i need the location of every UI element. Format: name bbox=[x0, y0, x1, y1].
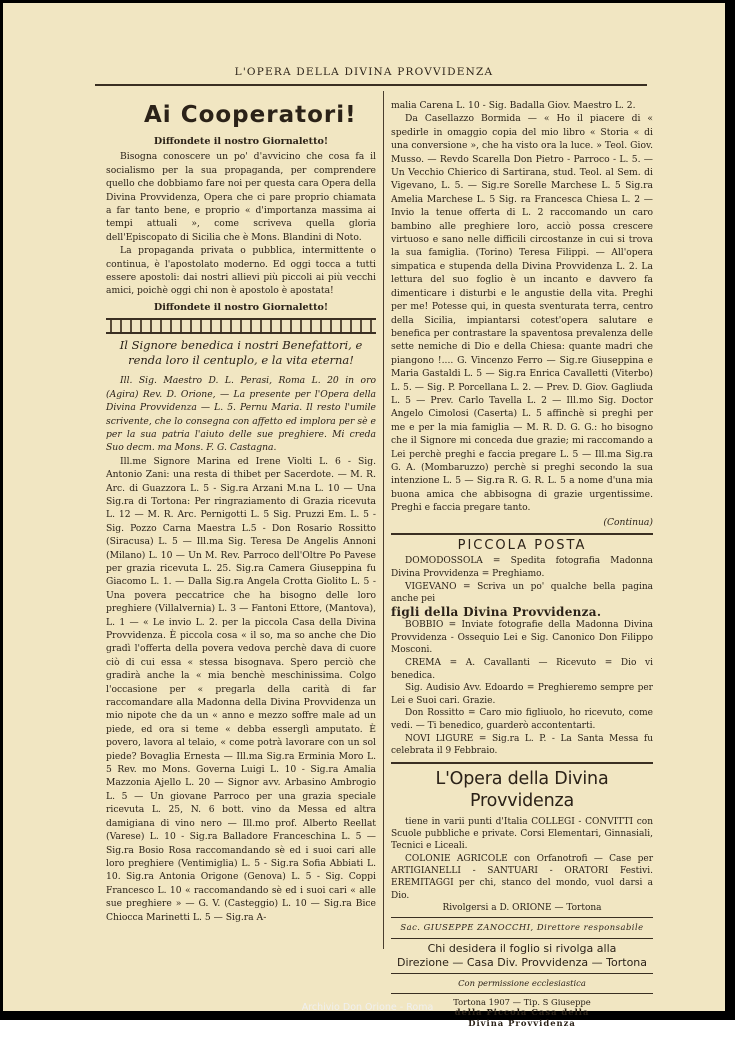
posta-entry: NOVI LIGURE = Sig.ra L. P. - La Santa Messa fu celebrata il 9 Febbraio. bbox=[391, 733, 653, 757]
archive-caption: Archivio Don Orione - Roma bbox=[301, 1002, 434, 1013]
subheading-diffondete: Diffondete il nostro Giornaletto! bbox=[153, 136, 329, 147]
printer-name: Divina Provvidenza bbox=[468, 1017, 576, 1028]
printer-name: della Piccola Casa della bbox=[454, 1007, 590, 1018]
section-rule bbox=[391, 973, 653, 974]
paragraph: La propaganda privata o pubblica, intermittente o continua, è l'apostolato moderno. Ed oggi tocca a tutti essere apostoli: dai nostri allievi più piccoli ai più vecchi amici, poichè oggi chi non è apostolo è apostata! bbox=[106, 245, 376, 297]
section-rule bbox=[391, 762, 653, 764]
section-rule bbox=[391, 917, 653, 918]
running-header: L'OPERA DELLA DIVINA PROVVIDENZA bbox=[234, 66, 494, 78]
donor-letter: Ill. Sig. Maestro D. L. Perasi, Roma L. 20 in oro (Agira) Rev. D. Orione, — La presente per l'Opera della Divina Provvidenza — L. 5. Pernu Maria. Il resto l'umile scrivente, che lo consegna con affetto ed implora per sè e per la sua patria l'aiuto delle sue preghiere. Mi creda Suo decm. ma Mons. F. G. Castagna. bbox=[106, 375, 376, 454]
posta-section bbox=[391, 555, 653, 757]
posta-entry: Don Rossitto = Caro mio figliuolo, ho ricevuto, come vedi. — Ti benedico, guarderò accontentarti. bbox=[391, 708, 653, 731]
right-column bbox=[391, 99, 653, 1028]
subheading-diffondete: Diffondete il nostro Giornaletto! bbox=[153, 301, 329, 313]
ornamental-border bbox=[106, 318, 376, 334]
subscription-address: Direzione — Casa Div. Provvidenza — Tortona bbox=[396, 955, 648, 969]
donor-list-continued: malia Carena L. 10 - Sig. Badalla Giov. Maestro L. 2. bbox=[391, 100, 636, 111]
column-rule bbox=[383, 91, 384, 949]
left-column bbox=[106, 101, 376, 924]
section-rule bbox=[391, 938, 653, 939]
posta-title: PICCOLA POSTA bbox=[457, 538, 587, 553]
posta-entry: VIGEVANO = Scriva un po' qualche bella pagina anche pei bbox=[391, 581, 653, 605]
subscription-line: Chi desidera il foglio si rivolga alla bbox=[427, 941, 617, 955]
opera-advertisement bbox=[391, 816, 653, 914]
paragraph: Bisogna conoscere un po' d'avvicino che cosa fa il socialismo per la sua propaganda, per comprendere quello che dobbiamo fare noi per questa cara Opera della Divina Provvidenza, Opera che ci pare proprio chiamata a far tanto bene, e proprio « d'importanza massima ai tempi attuali », come scriveva quella gloria dell'Episcopato di Sicilia che è Mons. Blandini di Noto. bbox=[106, 151, 376, 243]
donor-list: Da Casellazzo Bormida — « Ho il piacere di « spedirle in omaggio copia del mio libro « Storia « di una conversione », che ha visto ora la luce. » Teol. Giov. Musso. — Revdo Scarella Don Pietro - Parroco - L. 5. — Un Vecchio Chierico di Sartirana, stud. Teol. al Sem. di Vigevano, L. 5. — Sig.re Sorelle Marchese L. 5 Sig.ra Amelia Marchese L. 5 Sig. ra Francesca Chiesa L. 2 — Invio la tenue offerta di L. 2 raccomando un caro bambino alle preghiere loro, acciò possa crescere virtuoso e sano nelle difficili circostanze in cui si trova la sua famiglia. (Torino) Teresa Filippi. — All'opera simpatica e stupenda della Divina Provvidenza L. 2. La lettura del suo foglio è un incanto e davvero fa dimenticare i disturbi e le angustie della vita. Preghi per me! Potesse qui, in questa sventurata terra, centro della Sicilia, impiantarsi cotest'opera salutare e benefica per contrastare la spaventosa prevalenza delle sette nemiche di Dio e della Chiesa: quante madri che piangono !.... G. Vincenzo Ferro — Sig.re Giuseppina e Maria Gastaldi L. 5 — Sig.ra Enrica Cavalletti (Viterbo) L. 5. — Sig. P. Porcellana L. 2. — Prev. D. Giov. Gagliuda L. 5 — Prev. Carlo Tavella L. 2 — Ill.mo Sig. Doctor Angelo Cimolosi (Caserta) L. 5 affinchè si preghi per me e per la mia famiglia — M. R. D. G. G.: ho bisogno che il Signore mi conceda due grazie; mi raccomando a Lei perchè preghi e faccia pregare L. 5 — Ill.ma Sig.ra G. A. (Mombaruzzo) perchè si preghi secondo la sua intenzione L. 5 — Sig.ra R. G. R. L. 5 a nome d'una mia buona amica che abbisogna di grazie urgentissime. Preghi e faccia pregare tanto. bbox=[391, 113, 653, 514]
contact-line: Rivolgersi a D. ORIONE — Tortona bbox=[442, 902, 602, 913]
donor-list: Ill.me Signore Marina ed Irene Violti L. 6 - Sig. Antonio Zani: una resta di thibet per Sacerdote. — M. R. Arc. di Guazzora L. 5 - Sig.ra Arzani M.na L. 10 — Una Sig.ra di Tortona: Per ringraziamento di Grazia ricevuta L. 12 — M. R. Arc. Pernigotti L. 5 Sig. Pruzzi Em. L. 5 - Sig. Pozzo Carna Maestra L.5 - Don Rosario Rossitto (Siracusa) L. 5 — Ill.ma Sig. Teresa De Angelis Annoni (Milano) L. 10 — Un M. Rev. Parroco dell'Oltre Po Pavese per grazia ricevuta L. 25. Sig.ra Camera Giuseppina fu Giacomo L. 1. — Dalla Sig.ra Angela Crotta Giolito L. 5 - Una povera peccatrice che ha bisogno delle loro preghiere (Villalvernia) L. 3 — Fantoni Ettore, (Mantova), L. 1 — « Le invio L. 2. per la piccola Casa della Divina Provvidenza. È piccola cosa « il so, ma so anche che Dio gradì l'offerta della povera vedova perchè dava di cuore ciò di cui essa « stessa bisognava. Spero perciò che gradirà anche la « mia benchè meschinissima. Colgo l'occasione per « pregarla della carità di far raccomandare alla Madonna della Divina Provvidenza un mio nipote che da un « anno e mezzo soffre male ad un piede, ed ora si teme « debba esserglì amputato. È povero, lavora al telaio, « come potrà lavorare con un sol piede? Bovaglia Ernesta — Ill.ma Sig.ra Erminia Moro L. 5 Rev. mo Mons. Governa Luigi L. 10 - Sig.ra Amalia Mazzonia Ajello L. 20 — Signor avv. Arbasino Ambrogio L. 5 — Un giovane Parroco per una grazia speciale ricevuta L. 25, N. 6 bott. vino da Messa ed altra damigiana di vino nero — Ill.mo prof. Alberto Reellat (Varese) L. 10 - Sig.ra Balladore Franceschina L. 5 — Sig.ra Bosio Rosa raccomandando sè ed i suoi cari alle loro preghiere (Ventimiglia) L. 5 - Sig.ra Sofia Abbiati L. 10. Sig.ra Antonia Origone (Genova) L. 5 - Sig. Coppi Francesco L. 10 « raccomandando sè ed i suoi cari « alle sue preghiere » — G. V. (Casteggio) L. 10 — Sig.ra Bice Chiocca Marinetti L. 5 — Sig.ra A- bbox=[106, 455, 376, 923]
posta-entry: CREMA = A. Cavallanti — Ricevuto = Dio vi benedica. bbox=[391, 657, 653, 681]
section-rule bbox=[391, 993, 653, 994]
main-title: Ai Cooperatori! bbox=[144, 102, 357, 128]
continua-label: (Continua) bbox=[603, 516, 653, 528]
newspaper-page bbox=[3, 3, 725, 1028]
opera-title: L'Opera della Divina Provvidenza bbox=[435, 768, 609, 811]
printer-line: Tortona 1907 — Tip. S Giuseppe bbox=[453, 996, 591, 1007]
figli-heading: figli della Divina Provvidenza. bbox=[391, 604, 602, 619]
section-rule bbox=[391, 533, 653, 535]
posta-entry: DOMODOSSOLA = Spedita fotografia Madonna Divina Provvidenza = Preghiamo. bbox=[391, 556, 653, 579]
posta-entry: Sig. Audisio Avv. Edoardo = Preghieremo sempre per Lei e Suoi cari. Grazie. bbox=[391, 683, 653, 706]
ad-text: COLONIE AGRICOLE con Orfanotrofi — Case per ARTIGIANELLI - SANTUARI - ORATORI Festivi. EREMITAGGI per chi, stanco del mondo, vuol darsi a Dio. bbox=[391, 853, 653, 901]
benediction-verse: Il Signore benedica i nostri Benefattori, e renda loro il centuplo, e la vita eterna! bbox=[119, 338, 363, 368]
ecclesiastical-permission: Con permissione ecclesiastica bbox=[458, 977, 586, 988]
director-line: Sac. GIUSEPPE ZANOCCHI, Direttore responsabile bbox=[400, 922, 644, 933]
posta-entry: BOBBIO = Inviate fotografie della Madonna Divina Provvidenza - Ossequio Lei e Sig. Canonico Don Filippo Mosconi. bbox=[391, 620, 653, 656]
ad-text: tiene in varii punti d'Italia COLLEGI - CONVITTI con Scuole pubbliche e private. Corsi Elementari, Ginnasiali, Tecnici e Liceali. bbox=[391, 816, 653, 852]
header-rule bbox=[95, 84, 647, 86]
